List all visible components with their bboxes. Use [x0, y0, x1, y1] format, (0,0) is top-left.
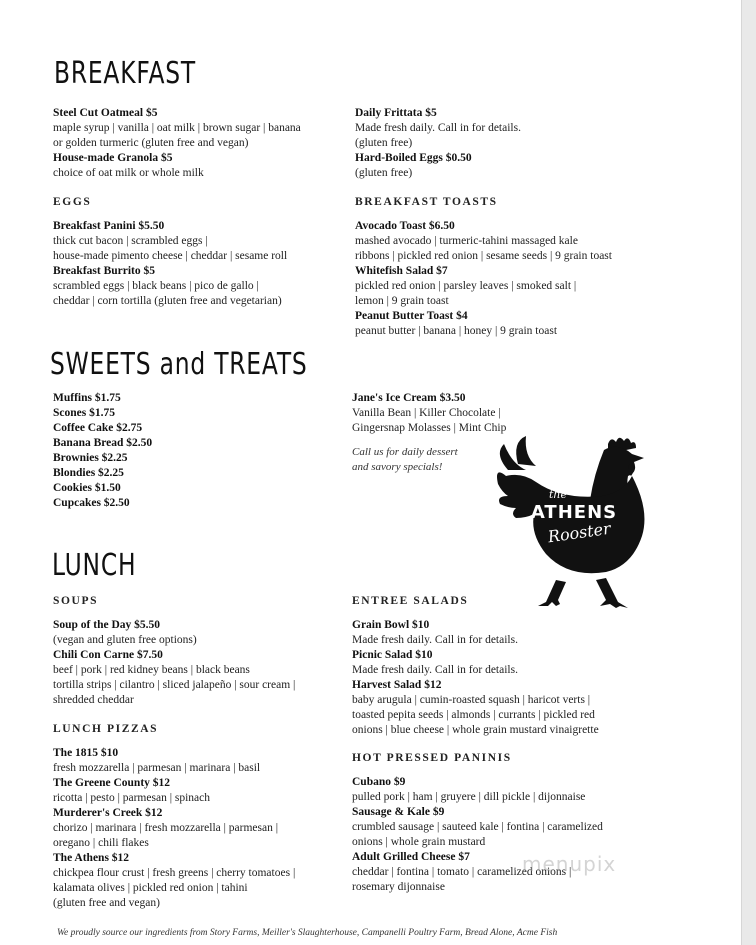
- footer-sourcing-note: We proudly source our ingredients from Story Farms, Meiller's Slaughterhouse, Campanelli Poultry Farm, Bread Alone, Acme Fish: [57, 928, 558, 938]
- item-desc: (gluten free): [355, 167, 413, 179]
- item-desc: choice of oat milk or whole milk: [53, 167, 204, 179]
- item-desc: onions | blue cheese | whole grain mustard vinaigrette: [352, 724, 599, 736]
- item-desc: cheddar | corn tortilla (gluten free and vegetarian): [53, 295, 282, 307]
- sweets-list: [53, 391, 253, 511]
- item-name: Grain Bowl $10: [352, 619, 430, 631]
- item-desc: (vegan and gluten free options): [53, 634, 197, 646]
- sweet-item: Brownies $2.25: [53, 452, 128, 464]
- item-name: Jane's Ice Cream $3.50: [352, 392, 466, 404]
- eggs-section: [53, 196, 343, 309]
- item-desc: Vanilla Bean | Killer Chocolate |: [352, 407, 501, 419]
- item-name: Soup of the Day $5.50: [53, 619, 161, 631]
- menu-item: [352, 618, 652, 648]
- section-heading: HOT PRESSED PANINIS: [352, 752, 512, 764]
- item-desc: Made fresh daily. Call in for details.: [352, 634, 518, 646]
- menu-item: [352, 805, 652, 850]
- item-desc: ricotta | pesto | parmesan | spinach: [53, 792, 210, 804]
- item-desc: toasted pepita seeds | almonds | currants | pickled red: [352, 709, 595, 721]
- menu-item: [355, 219, 655, 264]
- item-desc: rosemary dijonnaise: [352, 881, 445, 893]
- section-heading: LUNCH PIZZAS: [53, 723, 159, 735]
- menu-item: [53, 151, 343, 181]
- sweet-item: Banana Bread $2.50: [53, 437, 153, 449]
- item-desc: chickpea flour crust | fresh greens | cherry tomatoes |: [53, 867, 296, 879]
- logo-text-the: the: [548, 488, 568, 501]
- item-desc: or golden turmeric (gluten free and vegan): [53, 137, 249, 149]
- menu-item: [352, 775, 652, 805]
- item-desc: thick cut bacon | scrambled eggs |: [53, 235, 208, 247]
- menu-item: [355, 151, 655, 181]
- item-desc: beef | pork | red kidney beans | black beans: [53, 664, 250, 676]
- item-name: Steel Cut Oatmeal $5: [53, 107, 158, 119]
- sweet-item: Coffee Cake $2.75: [53, 422, 143, 434]
- item-desc: mashed avocado | turmeric-tahini massaged kale: [355, 235, 578, 247]
- section-heading: EGGS: [53, 196, 92, 208]
- sweet-item: Cookies $1.50: [53, 482, 121, 494]
- item-desc: crumbled sausage | sauteed kale | fontina | caramelized: [352, 821, 603, 833]
- item-desc: fresh mozzarella | parmesan | marinara | basil: [53, 762, 261, 774]
- item-desc: pulled pork | ham | gruyere | dill pickle | dijonnaise: [352, 791, 586, 803]
- section-heading: ENTREE SALADS: [352, 595, 469, 607]
- item-name: Adult Grilled Cheese $7: [352, 851, 470, 863]
- item-name: Peanut Butter Toast $4: [355, 310, 468, 322]
- specials-note: Call us for daily dessert: [352, 446, 458, 458]
- item-desc: pickled red onion | parsley leaves | smoked salt |: [355, 280, 577, 292]
- sweet-item: Blondies $2.25: [53, 467, 124, 479]
- item-name: Sausage & Kale $9: [352, 806, 445, 818]
- item-name: Chili Con Carne $7.50: [53, 649, 163, 661]
- item-desc: peanut butter | banana | honey | 9 grain toast: [355, 325, 558, 337]
- toasts-section: [355, 196, 655, 339]
- item-desc: shredded cheddar: [53, 694, 134, 706]
- item-name: Daily Frittata $5: [355, 107, 437, 119]
- menu-item: [53, 618, 343, 648]
- lunch-title: LUNCH: [52, 548, 137, 583]
- item-desc: Made fresh daily. Call in for details.: [352, 664, 518, 676]
- item-name: Avocado Toast $6.50: [355, 220, 455, 232]
- item-name: Breakfast Panini $5.50: [53, 220, 165, 232]
- item-desc: (gluten free): [355, 137, 413, 149]
- logo-text-athens: ATHENS: [530, 502, 618, 523]
- salads-section: [352, 595, 652, 738]
- menu-item: [355, 264, 655, 309]
- item-desc: baby arugula | cumin-roasted squash | haricot verts |: [352, 694, 591, 706]
- item-desc: (gluten free and vegan): [53, 897, 160, 909]
- item-name: Cubano $9: [352, 776, 406, 788]
- item-name: The Athens $12: [53, 852, 130, 864]
- soups-section: [53, 595, 343, 708]
- menu-item: [352, 678, 652, 738]
- menu-item: [352, 648, 652, 678]
- sweet-item: Scones $1.75: [53, 407, 115, 419]
- menu-item: [53, 219, 343, 264]
- specials-note: and savory specials!: [352, 461, 443, 473]
- item-name: Whitefish Salad $7: [355, 265, 448, 277]
- item-desc: cheddar | fontina | tomato | caramelized onions |: [352, 866, 572, 878]
- item-desc: Made fresh daily. Call in for details.: [355, 122, 521, 134]
- breakfast-title: BREAKFAST: [54, 56, 196, 91]
- rooster-logo: [492, 430, 660, 610]
- item-desc: onions | whole grain mustard: [352, 836, 486, 848]
- item-desc: chorizo | marinara | fresh mozzarella | parmesan |: [53, 822, 279, 834]
- item-desc: scrambled eggs | black beans | pico de gallo |: [53, 280, 259, 292]
- sweets-title: SWEETS and TREATS: [50, 347, 308, 382]
- menu-item: [355, 309, 655, 339]
- item-desc: tortilla strips | cilantro | sliced jalapeño | sour cream |: [53, 679, 296, 691]
- menu-item: [53, 806, 343, 851]
- section-heading: SOUPS: [53, 595, 99, 607]
- watermark: menupix: [522, 852, 617, 876]
- item-desc: maple syrup | vanilla | oat milk | brown sugar | banana: [53, 122, 301, 134]
- item-desc: Gingersnap Molasses | Mint Chip: [352, 422, 507, 434]
- item-desc: lemon | 9 grain toast: [355, 295, 449, 307]
- item-name: Breakfast Burrito $5: [53, 265, 156, 277]
- breakfast-col2: [355, 106, 655, 181]
- item-desc: house-made pimento cheese | cheddar | sesame roll: [53, 250, 288, 262]
- sweet-item: Cupcakes $2.50: [53, 497, 130, 509]
- item-name: Picnic Salad $10: [352, 649, 433, 661]
- breakfast-col1: [53, 106, 343, 181]
- item-desc: kalamata olives | pickled red onion | tahini: [53, 882, 248, 894]
- menu-item: [355, 106, 655, 151]
- section-heading: BREAKFAST TOASTS: [355, 196, 498, 208]
- menu-item: [53, 264, 343, 309]
- sweet-item: Muffins $1.75: [53, 392, 121, 404]
- item-name: Murderer's Creek $12: [53, 807, 163, 819]
- item-name: Hard-Boiled Eggs $0.50: [355, 152, 472, 164]
- item-name: The 1815 $10: [53, 747, 119, 759]
- menu-item: [53, 106, 343, 151]
- logo-text-rooster: Rooster: [546, 518, 612, 547]
- item-name: House-made Granola $5: [53, 152, 173, 164]
- menu-item: [53, 776, 343, 806]
- pizzas-section: [53, 723, 343, 911]
- item-desc: ribbons | pickled red onion | sesame seeds | 9 grain toast: [355, 250, 612, 262]
- item-name: The Greene County $12: [53, 777, 171, 789]
- menu-item: [53, 746, 343, 776]
- item-name: Harvest Salad $12: [352, 679, 442, 691]
- item-desc: oregano | chili flakes: [53, 837, 149, 849]
- page-edge: [741, 0, 756, 945]
- menu-item: [53, 648, 343, 708]
- menu-item: [53, 851, 343, 911]
